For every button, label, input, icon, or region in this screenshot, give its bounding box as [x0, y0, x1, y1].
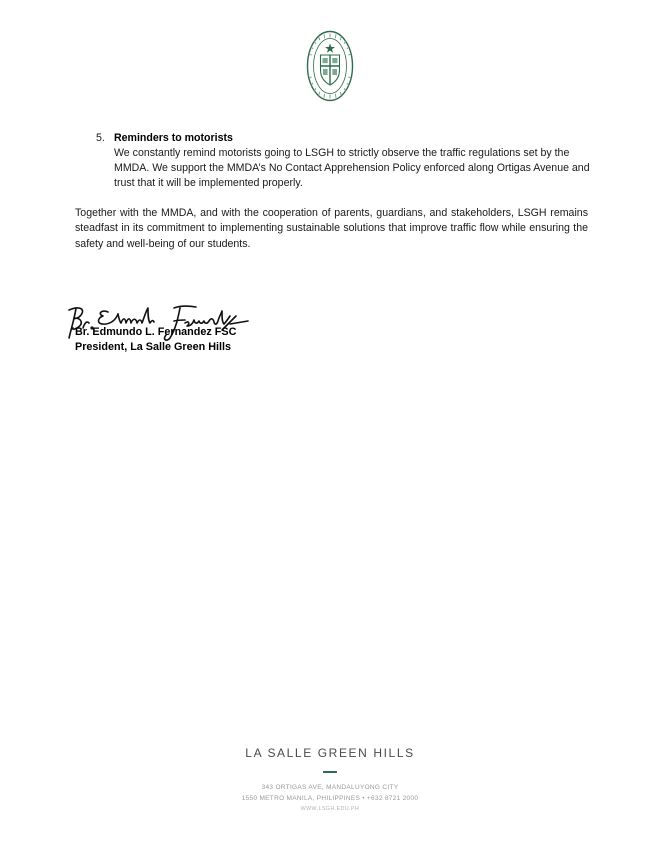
- item-body: We constantly remind motorists going to LSGH to strictly observe the traffic regulations set by the MMDA. We support the MMDA’s No Contact Apprehension Policy enforced along Ortigas Avenue and trust that it will be implemented properly.: [114, 147, 590, 190]
- closing-paragraph: Together with the MMDA, and with the cooperation of parents, guardians, and stakeholders, LSGH remains steadfast in its commitment to implementing sustainable solutions that improve traffic flow while ensuring the safety and well-being of our students.: [75, 207, 588, 250]
- signatory-name: Br. Edmundo L. Fernandez FSC: [75, 326, 237, 338]
- footer-address-line2: 1550 METRO MANILA, PHILIPPINES • +632 8721 2000: [241, 795, 419, 802]
- signatory-title: President, La Salle Green Hills: [75, 341, 232, 353]
- item-heading: Reminders to motorists: [114, 132, 233, 144]
- footer-school-name: LA SALLE GREEN HILLS: [245, 746, 415, 760]
- footer-address-line1: 343 ORTIGAS AVE, MANDALUYONG CITY: [261, 784, 399, 791]
- footer-divider: [323, 771, 337, 773]
- footer-website-link[interactable]: WWW.LSGH.EDU.PH: [300, 806, 360, 812]
- item-number: 5.: [96, 132, 105, 144]
- school-seal-icon: [306, 30, 354, 102]
